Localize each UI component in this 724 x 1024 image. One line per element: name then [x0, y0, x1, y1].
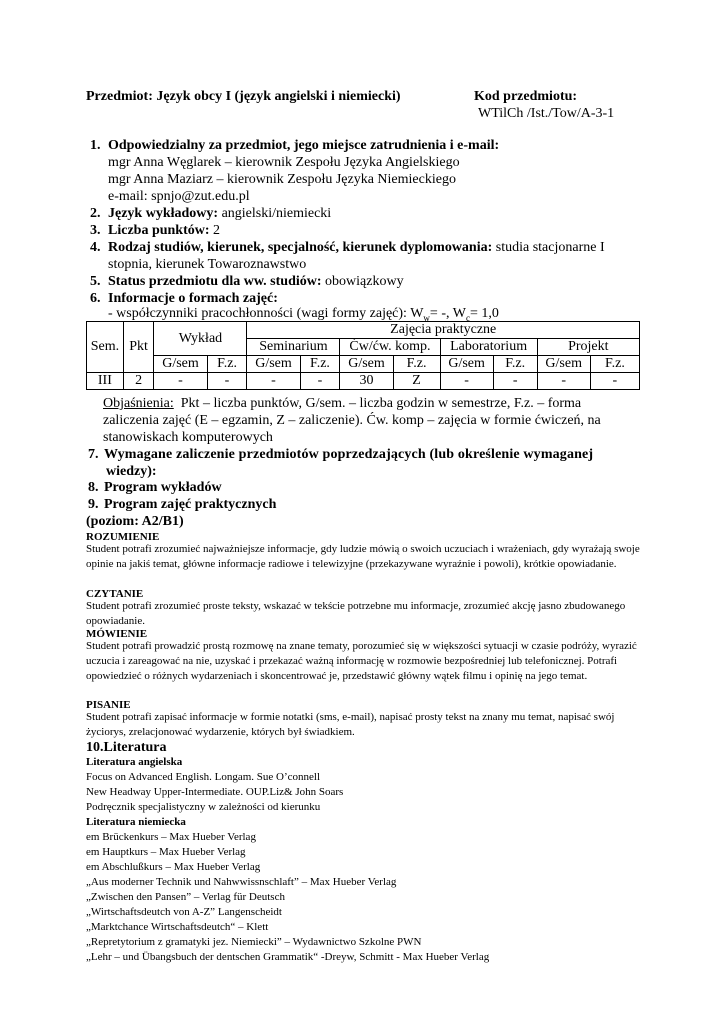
section-2-row [108, 205, 331, 222]
table-cell: - [440, 373, 493, 390]
section-9-title: Program zajęć praktycznych [104, 497, 277, 512]
section-6-title: Informacje o formach zajęć: [108, 291, 278, 306]
table-cell: - [590, 373, 639, 390]
table-cell: - [300, 373, 340, 390]
section-10-number: 10. [86, 740, 104, 755]
list-item: em Brückenkurs – Max Hueber Verlag [86, 831, 256, 843]
skill-heading-pisanie: PISANIE [86, 699, 131, 711]
list-item: „Aus moderner Technik und Nahwwissnschlaft” – Max Hueber Verlag [86, 876, 397, 888]
section-4-title: Rodzaj studiów, kierunek, specjalność, kierunek dyplomowania: [108, 240, 493, 255]
subject-title: Przedmiot: Język obcy I (język angielski i niemiecki) [86, 89, 401, 104]
header-projekt: Projekt [537, 339, 639, 356]
header-wyklad: Wykład [154, 322, 247, 356]
explanation-text-1: Pkt – liczba punktów, G/sem. – liczba godzin w semestrze, F.z. – forma [180, 396, 582, 411]
section-4-value-cont: stopnia, kierunek Towaroznawstwo [108, 257, 307, 272]
section-1-line-1: mgr Anna Węglarek – kierownik Zespołu Języka Angielskiego [108, 155, 460, 170]
skill-heading-rozumienie: ROZUMIENIE [86, 531, 160, 543]
list-item: „Repretytorium z gramatyki jez. Niemiecki” – Wydawnictwo Szkolne PWN [86, 936, 422, 948]
table-cell: 30 [340, 373, 393, 390]
sub-fz: F.z. [493, 356, 537, 373]
sub-fz: F.z. [207, 356, 247, 373]
section-7-title: Wymagane zaliczenie przedmiotów poprzedzających (lub określenie wymaganej [104, 447, 594, 462]
section-3-title: Liczba punktów: [108, 223, 210, 238]
skill-text-rozumienie: Student potrafi zrozumieć najważniejsze informacje, gdy ludzie mówią o swoich uczuciach i wrażeniach, gdy wyrażają swoje opinie na jakiś temat, główne informacje radiowe i telewizyjne (przekazywane wyraźnie i powoli), krótkie opowiadanie. [86, 543, 640, 570]
sub-fz: F.z. [590, 356, 639, 373]
sub-gsem: G/sem [247, 356, 300, 373]
sub-gsem: G/sem [154, 356, 207, 373]
sub-fz: F.z. [393, 356, 440, 373]
table-row [87, 373, 640, 390]
explanation-line-1 [103, 395, 581, 412]
section-3-number: 3. [90, 223, 101, 238]
table-cell: Z [393, 373, 440, 390]
sub-fz: F.z. [300, 356, 340, 373]
section-6-number: 6. [90, 291, 101, 306]
header-zajecia-praktyczne: Zajęcia praktyczne [247, 322, 640, 339]
list-item: Focus on Advanced English. Longam. Sue O’connell [86, 771, 321, 783]
table-cell: - [537, 373, 590, 390]
section-10-title [86, 739, 166, 756]
section-5-value: obowiązkowy [325, 274, 404, 289]
list-item: Podręcznik specjalistyczny w zależności od kierunku [86, 801, 321, 813]
weights-prefix: - współczynniki pracochłonności (wagi formy zajęć): W [108, 306, 424, 321]
level-label: (poziom: A2/B1) [86, 514, 184, 529]
section-4-value: studia stacjonarne I [495, 240, 605, 255]
table-cell: 2 [123, 373, 154, 390]
skill-heading-mowienie: MÓWIENIE [86, 628, 148, 640]
header-seminarium: Seminarium [247, 339, 340, 356]
class-schedule-table [86, 321, 640, 390]
section-1-email: e-mail: spnjo@zut.edu.pl [108, 189, 250, 204]
sub-gsem: G/sem [440, 356, 493, 373]
literature-english-heading: Literatura angielska [86, 756, 183, 768]
course-code-value: WTilCh /Ist./Tow/A-3-1 [478, 106, 615, 121]
table-cell: - [154, 373, 207, 390]
table-header-row-3 [87, 356, 640, 373]
section-8-title: Program wykładów [104, 480, 222, 495]
section-1-number: 1. [90, 138, 101, 153]
section-1-line-2: mgr Anna Maziarz – kierownik Zespołu Języka Niemieckiego [108, 172, 456, 187]
header-laboratorium: Laboratorium [440, 339, 537, 356]
section-7-number: 7. [88, 447, 99, 462]
section-4-row [108, 239, 605, 256]
list-item: „Marktchance Wirtschaftsdeutch“ – Klett [86, 921, 269, 933]
section-2-value: angielski/niemiecki [221, 206, 332, 221]
weights-sub-w: w [423, 312, 430, 323]
section-2-number: 2. [90, 206, 101, 221]
section-2-title: Język wykładowy: [108, 206, 219, 221]
weights-sub-c: c [465, 312, 470, 323]
section-5-title: Status przedmiotu dla ww. studiów: [108, 274, 322, 289]
section-8-number: 8. [88, 480, 99, 495]
section-3-row [108, 222, 220, 239]
explanation-line-3: stanowiskach komputerowych [103, 430, 273, 445]
table-cell: - [207, 373, 247, 390]
list-item: „Lehr – und Übangsbuch der dentschen Grammatik“ -Dreyw, Schmitt - Max Hueber Verlag [86, 951, 490, 963]
explanation-line-2: zaliczenia zajęć (E – egzamin, Z – zaliczenie). Ćw. komp – zajęcia w formie ćwiczeń, na [103, 413, 601, 428]
skill-heading-czytanie: CZYTANIE [86, 588, 144, 600]
table-header-row-1 [87, 322, 640, 339]
list-item: „Wirtschaftsdeutch von A-Z” Langenscheidt [86, 906, 282, 918]
list-item: „Zwischen den Pansen” – Verlag für Deutsch [86, 891, 285, 903]
header-sem: Sem. [87, 322, 124, 373]
skill-text-czytanie: Student potrafi zrozumieć proste teksty, wskazać w tekście potrzebne mu informacje, zrozumieć akcję jasno zbudowanego opowiadanie. [86, 600, 626, 627]
table-cell: III [87, 373, 124, 390]
section-10-label: Literatura [103, 740, 167, 755]
section-5-row [108, 273, 404, 290]
section-7-title-cont: wiedzy): [106, 464, 157, 479]
header-cwiczenia: Ćw/ćw. komp. [340, 339, 440, 356]
sub-gsem: G/sem [340, 356, 393, 373]
section-9-number: 9. [88, 497, 99, 512]
section-5-number: 5. [90, 274, 101, 289]
skill-text-pisanie: Student potrafi zapisać informacje w formie notatki (sms, e-mail), napisać prosty tekst na znany mu temat, napisać swój życiorys, zrelacjonować wydarzenie, których był świadkiem. [86, 711, 615, 738]
weights-end: = 1,0 [469, 306, 499, 321]
weights-mid: = -, W [429, 306, 466, 321]
table-cell: - [493, 373, 537, 390]
literature-german-heading: Literatura niemiecka [86, 816, 186, 828]
list-item: New Headway Upper-Intermediate. OUP.Liz& John Soars [86, 786, 344, 798]
list-item: em Hauptkurs – Max Hueber Verlag [86, 846, 246, 858]
explanation-label: Objaśnienia: [103, 396, 174, 411]
list-item: em Abschlußkurs – Max Hueber Verlag [86, 861, 261, 873]
section-3-value: 2 [213, 223, 221, 238]
section-1-title: Odpowiedzialny za przedmiot, jego miejsce zatrudnienia i e-mail: [108, 138, 500, 153]
skill-text-mowienie: Student potrafi prowadzić prostą rozmowę na znane tematy, porozumieć się w większości sytuacji w czasie podróży, wyrazić uczucia i zareagować na nie, uzyskać i przekazać ważną informację w rozmowie bezpośredniej lub telefonicznej. Potrafi opowiedzieć o różnych wydarzeniach i skoncentrować je, przedstawić główny wątek filmu i opinię na jego temat. [86, 640, 637, 682]
sub-gsem: G/sem [537, 356, 590, 373]
table-cell: - [247, 373, 300, 390]
course-code-label: Kod przedmiotu: [474, 89, 578, 104]
section-4-number: 4. [90, 240, 101, 255]
header-pkt: Pkt [123, 322, 154, 373]
